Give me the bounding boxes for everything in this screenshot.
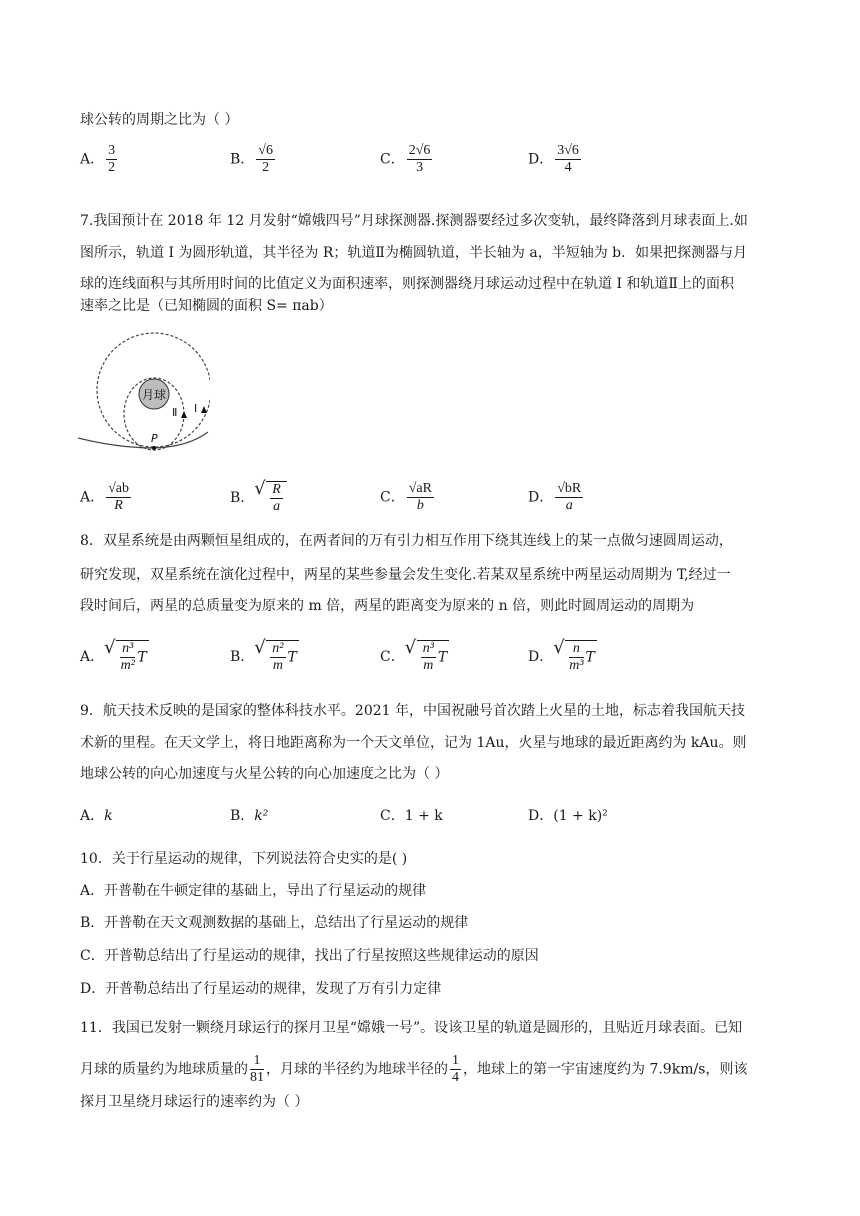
q11-line-1: 11．我国已发射一颗绕月球运行的探月卫星“嫦娥一号”。设该卫星的轨道是圆形的，且贴近月球表面。已知 (80, 1020, 743, 1036)
q9-option-d[interactable]: D．(1 + k)² (528, 808, 608, 824)
q8-option-a[interactable]: A． √ $\frac{\text{n³}}{\text{m²}}$ T (80, 640, 149, 674)
q6-option-d[interactable]: D． $\frac{3√6}{4}$ (528, 143, 579, 175)
q7-option-c[interactable]: C． $\frac{√aR}{b}$ (380, 481, 432, 513)
q9-option-b[interactable]: B．k² (230, 808, 269, 824)
point-p-dot (152, 446, 156, 450)
q9-line-1: 9．航天技术反映的是国家的整体科技水平。2021 年，中国祝融号首次踏上火星的土地，标志着我国航天技 (80, 703, 745, 719)
orbit-i-label: I (194, 402, 198, 415)
q6-option-c[interactable]: C． $\frac{2√6}{3}$ (380, 143, 431, 175)
q10-option-d[interactable]: D．开普勒总结出了行星运动的规律，发现了万有引力定律 (80, 981, 442, 997)
q8-option-b[interactable]: B． √ $\frac{\text{n²}}{m}$ T (230, 640, 299, 674)
q6-stem-tail: 球公转的周期之比为（ ） (80, 112, 239, 128)
q10-option-c[interactable]: C．开普勒总结出了行星运动的规律，找出了行星按照这些规律运动的原因 (80, 948, 539, 964)
q7-option-a[interactable]: A． $\frac{√ab}{R}$ (80, 481, 130, 513)
q8-line-3: 段时间后，两星的总质量变为原来的 m 倍，两星的距离变为原来的 n 倍，则此时圆周运动的周期为 (80, 598, 695, 614)
q7-line-3: 球的连线面积与其所用时间的比值定义为面积速率，则探测器绕月球运动过程中在轨道 I 和轨道Ⅱ上的面积 (80, 276, 734, 292)
q10-option-a[interactable]: A．开普勒在牛顿定律的基础上，导出了行星运动的规律 (80, 883, 427, 899)
q7-line-1: 7.我国预计在 2018 年 12 月发射“嫦娥四号”月球探测器.探测器要经过多次变轨，最终降落到月球表面上.如 (80, 213, 748, 229)
q7-line-2: 图所示，轨道 I 为圆形轨道，其半径为 R；轨道Ⅱ为椭圆轨道，半长轴为 a，半短轴为 b．如果把探测器与月 (80, 245, 748, 261)
q6-option-a[interactable]: A． $\frac{3}{2}$ (80, 143, 116, 175)
q9-line-2: 术新的里程。在天文学上，将日地距离称为一个天文单位，记为 1Au，火星与地球的最近距离约为 kAu。则 (80, 735, 747, 751)
q11-line-2: 月球的质量约为地球质量的 $\frac{1}{81}$ ，月球的半径约为地球半径的 $\frac{1}{4}$ ，地球上的第一宇宙速度约为 7.9km/s，则该 (80, 1053, 748, 1085)
orbit-figure (78, 330, 210, 454)
q9-option-c[interactable]: C．1 + k (380, 808, 443, 824)
q8-line-2: 研究发现，双星系统在演化过程中，两星的某些参量会发生变化.若某双星系统中两星运动周期为 T,经过一 (80, 567, 731, 583)
q8-option-c[interactable]: C． √ $\frac{\text{n³}}{m}$ T (380, 640, 449, 674)
moon-label: 月球 (141, 388, 167, 402)
q10-option-b[interactable]: B．开普勒在天文观测数据的基础上，总结出了行星运动的规律 (80, 915, 469, 931)
q6-option-b[interactable]: B． $\frac{√6}{2}$ (230, 143, 273, 175)
q8-option-d[interactable]: D． √ $\frac{n}{\text{m³}}$ T (528, 640, 597, 674)
q10-stem: 10．关于行星运动的规律，下列说法符合史实的是( ) (80, 851, 408, 867)
q7-option-d[interactable]: D． $\frac{√bR}{a}$ (528, 481, 582, 513)
q9-line-3: 地球公转的向心加速度与火星公转的向心加速度之比为（ ） (80, 766, 449, 782)
q9-option-a[interactable]: A．k (80, 808, 113, 824)
q7-line-4: 速率之比是（已知椭圆的面积 S= πab） (80, 298, 333, 314)
point-p-label: P (151, 432, 158, 445)
q8-line-1: 8．双星系统是由两颗恒星组成的，在两者间的万有引力相互作用下绕其连线上的某一点做匀速圆周运动， (80, 533, 733, 549)
q11-line-3: 探月卫星绕月球运行的速率约为（ ） (80, 1094, 309, 1110)
q7-option-b[interactable]: B． √ $\frac{R}{a}$ (230, 481, 287, 515)
orbit-ii-label: Ⅱ (172, 406, 178, 419)
